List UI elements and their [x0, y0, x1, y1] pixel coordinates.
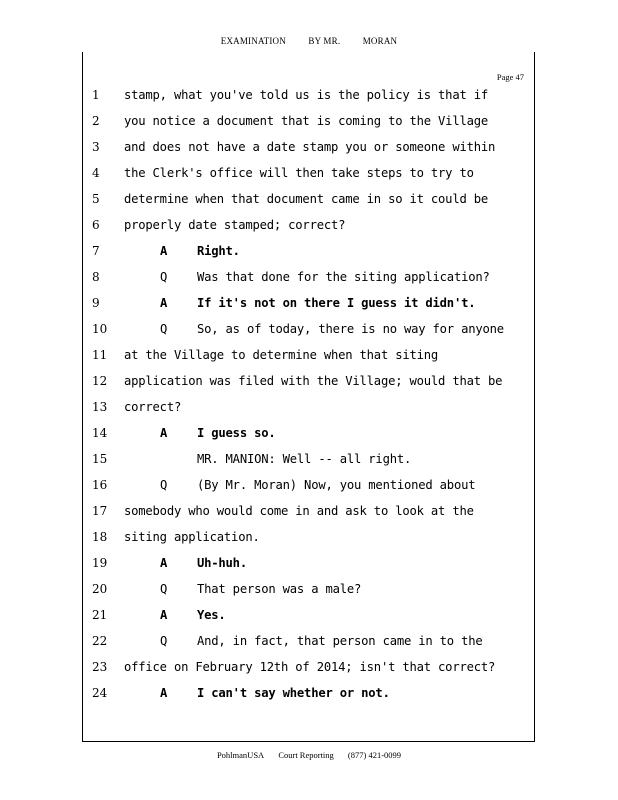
line-number: 13: [92, 400, 108, 414]
transcript-line: [0, 374, 618, 400]
question-marker: Q: [160, 270, 168, 284]
transcript-line: [0, 296, 618, 322]
transcript-line: [0, 504, 618, 530]
answer-text: Right.: [197, 244, 240, 258]
line-text: MR. MANION: Well -- all right.: [197, 452, 412, 466]
answer-text: I guess so.: [197, 426, 276, 440]
line-text: correct?: [124, 400, 182, 414]
footer-company: PohlmanUSA: [216, 750, 265, 760]
line-number: 7: [92, 244, 100, 258]
line-number: 16: [92, 478, 108, 492]
transcript-line: [0, 582, 618, 608]
transcript-line: [0, 140, 618, 166]
answer-marker: A: [160, 556, 168, 570]
question-marker: Q: [160, 582, 168, 596]
question-text: (By Mr. Moran) Now, you mentioned about: [197, 478, 476, 492]
page-footer: [0, 750, 618, 760]
line-text: siting application.: [124, 530, 260, 544]
line-text: you notice a document that is coming to the Village: [124, 114, 489, 128]
line-number: 2: [92, 114, 100, 128]
page-number: Page 47: [496, 72, 524, 82]
line-text: at the Village to determine when that siting: [124, 348, 439, 362]
question-text: That person was a male?: [197, 582, 362, 596]
line-number: 21: [92, 608, 108, 622]
question-marker: Q: [160, 634, 168, 648]
transcript-line: [0, 88, 618, 114]
answer-marker: A: [160, 296, 168, 310]
transcript-line: [0, 192, 618, 218]
question-text: So, as of today, there is no way for anyone: [197, 322, 504, 336]
line-number: 10: [92, 322, 108, 336]
transcript-line: [0, 452, 618, 478]
transcript-line: [0, 218, 618, 244]
question-marker: Q: [160, 478, 168, 492]
header-by: BY MR.: [308, 36, 341, 46]
line-number: 8: [92, 270, 100, 284]
answer-text: I can't say whether or not.: [197, 686, 390, 700]
transcript-line: [0, 478, 618, 504]
line-number: 1: [92, 88, 100, 102]
line-number: 17: [92, 504, 108, 518]
answer-text: If it's not on there I guess it didn't.: [197, 296, 476, 310]
transcript-line: [0, 114, 618, 140]
transcript-line: [0, 400, 618, 426]
line-number: 9: [92, 296, 100, 310]
line-text: properly date stamped; correct?: [124, 218, 346, 232]
question-text: Was that done for the siting application?: [197, 270, 490, 284]
transcript-line: [0, 634, 618, 660]
question-marker: Q: [160, 322, 168, 336]
line-text: determine when that document came in so it could be: [124, 192, 489, 206]
transcript-line: [0, 244, 618, 270]
line-number: 24: [92, 686, 108, 700]
line-text: the Clerk's office will then take steps to try to: [124, 166, 474, 180]
transcript-line: [0, 556, 618, 582]
transcript-line: [0, 426, 618, 452]
line-text: stamp, what you've told us is the policy is that if: [124, 88, 489, 102]
line-number: 6: [92, 218, 100, 232]
line-number: 15: [92, 452, 108, 466]
answer-marker: A: [160, 608, 168, 622]
line-text: application was filed with the Village; would that be: [124, 374, 503, 388]
line-text: office on February 12th of 2014; isn't that correct?: [124, 660, 496, 674]
header-examiner: MORAN: [362, 36, 398, 46]
header-examination: EXAMINATION: [220, 36, 286, 46]
footer-service: Court Reporting: [278, 750, 334, 760]
answer-marker: A: [160, 244, 168, 258]
line-number: 11: [92, 348, 108, 362]
transcript-line: [0, 686, 618, 712]
transcript-line: [0, 530, 618, 556]
transcript-line: [0, 322, 618, 348]
answer-text: Yes.: [197, 608, 226, 622]
answer-marker: A: [160, 426, 168, 440]
line-number: 4: [92, 166, 100, 180]
page-header: [0, 36, 618, 46]
transcript-line: [0, 608, 618, 634]
line-number: 3: [92, 140, 100, 154]
line-number: 5: [92, 192, 100, 206]
line-number: 18: [92, 530, 108, 544]
answer-marker: A: [160, 686, 168, 700]
transcript-line: [0, 660, 618, 686]
line-number: 14: [92, 426, 108, 440]
line-number: 22: [92, 634, 108, 648]
answer-text: Uh-huh.: [197, 556, 247, 570]
line-text: and does not have a date stamp you or someone within: [124, 140, 496, 154]
line-number: 12: [92, 374, 108, 388]
transcript-line: [0, 270, 618, 296]
transcript-line: [0, 348, 618, 374]
line-number: 20: [92, 582, 108, 596]
transcript-line: [0, 166, 618, 192]
line-number: 19: [92, 556, 108, 570]
question-text: And, in fact, that person came in to the: [197, 634, 483, 648]
footer-phone: (877) 421-0099: [347, 750, 402, 760]
line-number: 23: [92, 660, 108, 674]
line-text: somebody who would come in and ask to look at the: [124, 504, 474, 518]
